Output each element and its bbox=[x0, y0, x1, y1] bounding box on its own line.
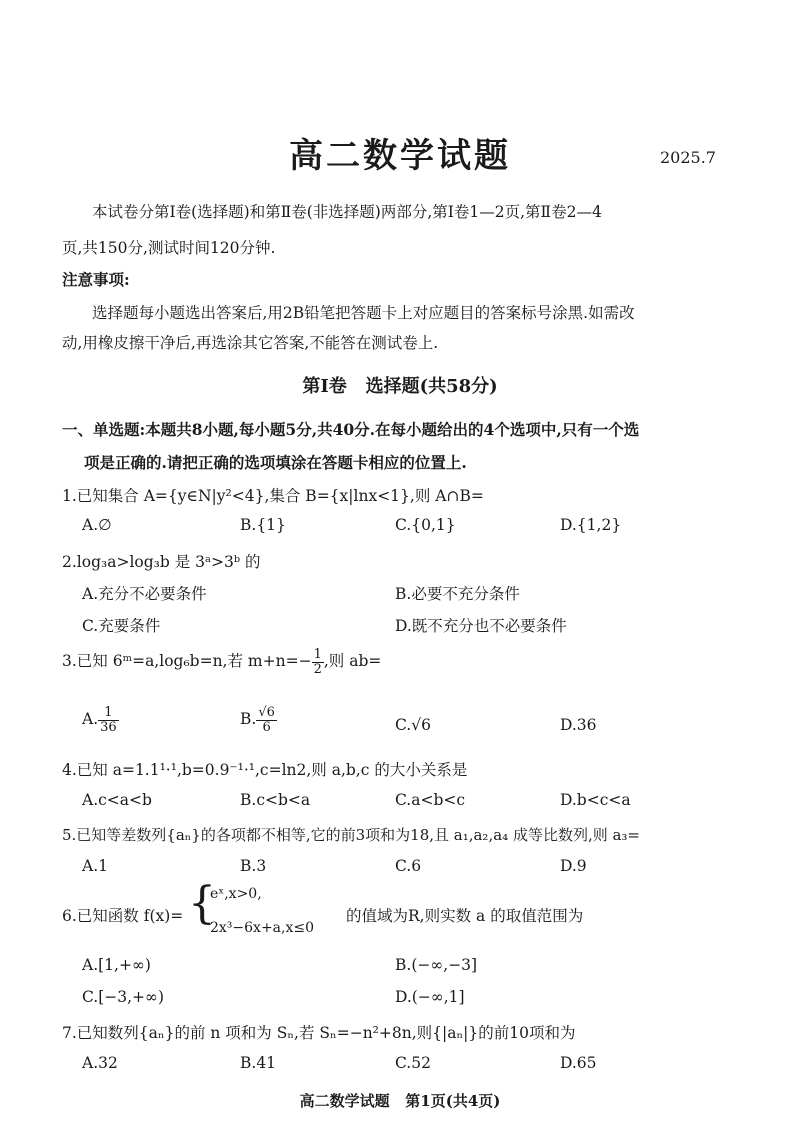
question-2-option-a: A.充分不必要条件 bbox=[82, 585, 207, 603]
section-heading: 第Ⅰ卷 选择题(共58分) bbox=[302, 376, 498, 397]
question-4-option-a: A.c<a<b bbox=[82, 791, 152, 809]
question-5-option-d: D.9 bbox=[560, 857, 587, 875]
question-3-stem bbox=[62, 648, 381, 676]
question-2-option-b: B.必要不充分条件 bbox=[395, 585, 520, 603]
fraction-sqrt6-6 bbox=[256, 706, 277, 734]
page-footer: 高二数学试题 第1页(共4页) bbox=[299, 1092, 501, 1110]
question-4-stem: 4.已知 a=1.1¹·¹,b=0.9⁻¹·¹,c=ln2,则 a,b,c 的大小关系是 bbox=[62, 761, 468, 779]
question-3-option-c: C.√6 bbox=[395, 716, 431, 734]
fraction-denominator: 36 bbox=[100, 719, 117, 735]
question-7-option-c: C.52 bbox=[395, 1054, 431, 1072]
exam-date: 2025.7 bbox=[660, 148, 716, 167]
question-6-option-d: D.(−∞,1] bbox=[395, 988, 465, 1006]
notice-line-2: 动,用橡皮擦干净后,再选涂其它答案,不能答在测试卷上. bbox=[62, 334, 439, 352]
question-4-option-c: C.a<b<c bbox=[395, 791, 466, 809]
question-1-option-d: D.{1,2} bbox=[560, 516, 622, 534]
question-6-option-c: C.[−3,+∞) bbox=[82, 988, 165, 1006]
fraction-1-36 bbox=[98, 706, 119, 734]
intro-line-2: 页,共150分,测试时间120分钟. bbox=[62, 239, 276, 257]
question-7-option-d: D.65 bbox=[560, 1054, 597, 1072]
question-6-case-1: eˣ,x>0, bbox=[210, 886, 262, 902]
option-letter: B. bbox=[240, 710, 257, 729]
fraction-denominator: 6 bbox=[262, 719, 271, 735]
notice-title: 注意事项: bbox=[62, 270, 130, 289]
question-1-option-c: C.{0,1} bbox=[395, 516, 456, 534]
intro-line-1: 本试卷分第Ⅰ卷(选择题)和第Ⅱ卷(非选择题)两部分,第Ⅰ卷1—2页,第Ⅱ卷2—4 bbox=[92, 203, 602, 221]
fraction-numerator: 1 bbox=[98, 706, 119, 721]
question-2-option-c: C.充要条件 bbox=[82, 617, 161, 635]
part1-instructions-1: 一、单选题:本题共8小题,每小题5分,共40分.在每小题给出的4个选项中,只有一个选 bbox=[62, 420, 640, 439]
question-6-option-b: B.(−∞,−3] bbox=[395, 956, 478, 974]
notice-line-1: 选择题每小题选出答案后,用2B铅笔把答题卡上对应题目的答案标号涂黑.如需改 bbox=[92, 304, 635, 322]
question-6-stem-pre: 6.已知函数 f(x)= bbox=[62, 907, 184, 925]
question-2-stem: 2.log₃a>log₃b 是 3ᵃ>3ᵇ 的 bbox=[62, 553, 261, 571]
question-3-stem-pre: 3.已知 6ᵐ=a,log₆b=n,若 m+n=− bbox=[62, 652, 312, 671]
question-3-option-b bbox=[240, 706, 277, 734]
fraction-denominator: 2 bbox=[313, 661, 322, 677]
question-7-option-a: A.32 bbox=[82, 1054, 118, 1072]
question-3-option-a bbox=[82, 706, 119, 734]
fraction-one-half bbox=[312, 648, 324, 676]
question-3-stem-post: ,则 ab= bbox=[323, 652, 382, 671]
piecewise-brace-icon: { bbox=[188, 878, 216, 929]
question-5-option-c: C.6 bbox=[395, 857, 422, 875]
question-5-option-b: B.3 bbox=[240, 857, 267, 875]
question-7-option-b: B.41 bbox=[240, 1054, 277, 1072]
question-6-case-2: 2x³−6x+a,x≤0 bbox=[210, 920, 315, 936]
fraction-numerator: 1 bbox=[313, 647, 322, 662]
question-5-option-a: A.1 bbox=[82, 857, 108, 875]
question-1-option-b: B.{1} bbox=[240, 516, 286, 534]
option-letter: A. bbox=[82, 710, 99, 729]
fraction-numerator: √6 bbox=[258, 705, 275, 720]
question-5-stem: 5.已知等差数列{aₙ}的各项都不相等,它的前3项和为18,且 a₁,a₂,a₄ 成等比数列,则 a₃= bbox=[62, 826, 641, 844]
question-1-option-a: A.∅ bbox=[82, 516, 112, 534]
question-2-option-d: D.既不充分也不必要条件 bbox=[395, 617, 567, 635]
question-3-option-d: D.36 bbox=[560, 716, 597, 734]
question-7-stem: 7.已知数列{aₙ}的前 n 项和为 Sₙ,若 Sₙ=−n²+8n,则{|aₙ|}的前10项和为 bbox=[62, 1024, 576, 1042]
question-4-option-d: D.b<c<a bbox=[560, 791, 631, 809]
question-6-stem-post: 的值域为R,则实数 a 的取值范围为 bbox=[346, 907, 584, 925]
question-6-option-a: A.[1,+∞) bbox=[82, 956, 151, 974]
question-1-stem: 1.已知集合 A={y∈N|y²<4},集合 B={x|lnx<1},则 A∩B= bbox=[62, 487, 484, 505]
question-4-option-b: B.c<b<a bbox=[240, 791, 311, 809]
part1-instructions-2: 项是正确的.请把正确的选项填涂在答题卡相应的位置上. bbox=[84, 453, 467, 472]
page-title: 高二数学试题 bbox=[289, 136, 511, 176]
